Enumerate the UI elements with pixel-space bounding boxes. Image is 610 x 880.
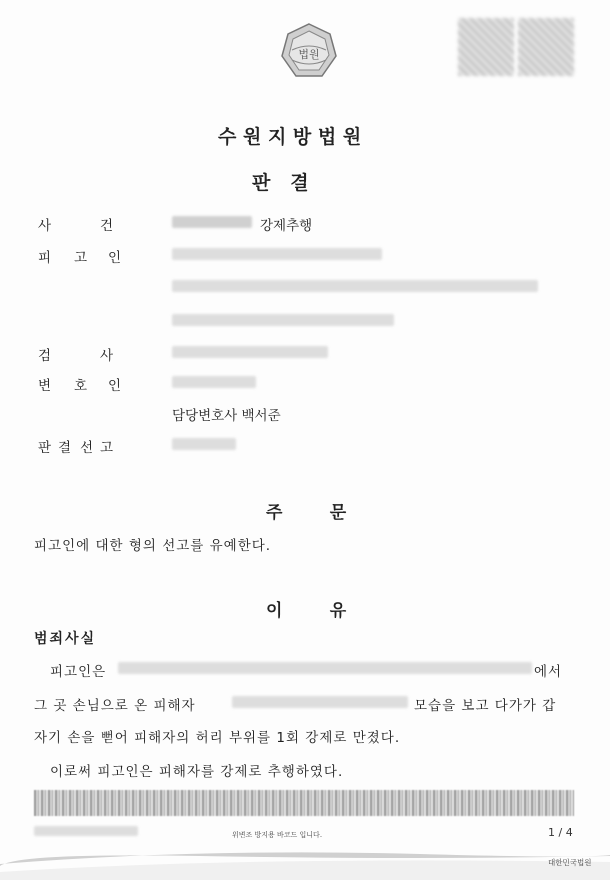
order-text: 피고인에 대한 형의 선고를 유예한다. [34, 538, 272, 554]
anti-forgery-barcode [34, 790, 574, 816]
defendant-label: 피 고 인 [38, 250, 122, 266]
counsel-label: 변 호 인 [38, 378, 122, 394]
reasons-heading: 이 유 [266, 601, 347, 621]
court-name: 수 원 지 방 법 원 [218, 126, 362, 148]
counsel-name: 담당변호사 백서준 [172, 408, 281, 424]
redacted-verdict-date [172, 438, 236, 450]
court-emblem-icon [278, 20, 340, 82]
facts-line-2-start: 그 곳 손님으로 온 피해자 [34, 698, 196, 714]
facts-line-3: 자기 손을 뻗어 피해자의 허리 부위를 1회 강제로 만졌다. [34, 730, 401, 746]
barcode-note: 위변조 방지용 바코드 입니다. [232, 831, 323, 839]
redacted-law-firm [172, 376, 256, 388]
prosecutor-label: 검 사 [38, 348, 114, 364]
redacted-date-location [118, 662, 532, 674]
redacted-victim [232, 696, 408, 708]
case-label: 사 건 [38, 218, 114, 234]
crime-facts-heading: 범죄사실 [34, 631, 97, 647]
case-name: 강제추행 [260, 218, 313, 234]
redacted-defendant-id [172, 248, 382, 260]
facts-line-1-end: 에서 [534, 664, 563, 680]
qr-code [458, 18, 574, 76]
order-heading: 주 문 [266, 503, 347, 523]
svg-text:법원: 법원 [298, 48, 320, 61]
redacted-footer-code [34, 826, 138, 836]
redacted-case-number [172, 216, 252, 228]
facts-line-2-end: 모습을 보고 다가가 갑 [414, 698, 557, 714]
organization-name: 대한민국법원 [548, 858, 592, 867]
page-number: 1 / 4 [548, 826, 573, 839]
redacted-defendant-address [172, 280, 538, 292]
redacted-defendant-domicile [172, 314, 394, 326]
facts-line-1-start: 피고인은 [50, 664, 107, 680]
redacted-prosecutor [172, 346, 328, 358]
document-type: 판 결 [252, 172, 309, 194]
facts-line-4: 이로써 피고인은 피해자를 강제로 추행하였다. [50, 764, 344, 780]
verdict-date-label: 판 결 선 고 [38, 440, 114, 456]
footer-swoosh [0, 842, 610, 880]
